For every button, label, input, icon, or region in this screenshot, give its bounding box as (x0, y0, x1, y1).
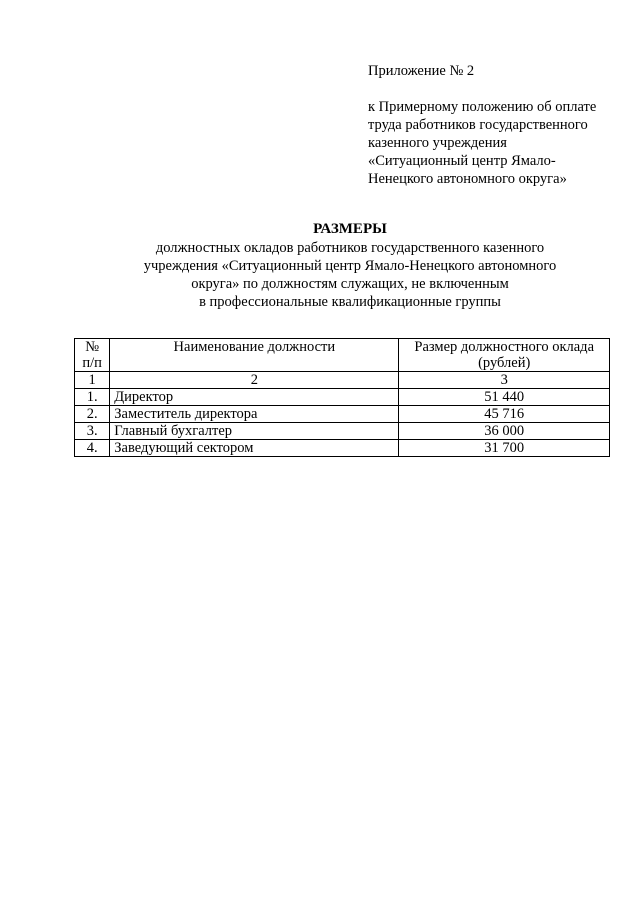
appendix-block (368, 62, 628, 188)
row-position: Заместитель директора (110, 406, 399, 423)
appendix-number: Приложение № 2 (368, 63, 475, 79)
table-header-row (75, 339, 610, 372)
row-position: Главный бухгалтер (110, 423, 399, 440)
row-num: 4. (75, 440, 110, 457)
title-line: должностных окладов работников государственного казенного (155, 240, 545, 256)
appendix-line: к Примерному положению об оплате (368, 99, 597, 115)
row-num: 1. (75, 389, 110, 406)
header-salary-line2: (рублей) (478, 355, 531, 371)
table-index-row (75, 372, 610, 389)
header-salary (399, 339, 610, 372)
index-cell: 3 (399, 372, 610, 389)
header-num-line1: № (85, 339, 100, 355)
index-cell: 1 (75, 372, 110, 389)
title-line: округа» по должностям служащих, не включенным (191, 276, 509, 292)
row-position: Заведующий сектором (110, 440, 399, 457)
header-salary-line1: Размер должностного оклада (414, 339, 594, 355)
appendix-line: труда работников государственного (368, 117, 588, 133)
table-row (75, 440, 610, 457)
table-row (75, 406, 610, 423)
header-num (75, 339, 110, 372)
row-salary: 36 000 (399, 423, 610, 440)
table-row (75, 389, 610, 406)
appendix-line: Ненецкого автономного округа» (368, 171, 567, 187)
title-heading: РАЗМЕРЫ (313, 221, 387, 237)
document-title (100, 220, 600, 311)
table-row (75, 423, 610, 440)
title-line: учреждения «Ситуационный центр Ямало-Ненецкого автономного (143, 258, 557, 274)
row-position: Директор (110, 389, 399, 406)
header-num-line2: п/п (82, 355, 102, 371)
row-salary: 45 716 (399, 406, 610, 423)
row-salary: 51 440 (399, 389, 610, 406)
salary-table (74, 338, 610, 457)
index-cell: 2 (110, 372, 399, 389)
appendix-line: казенного учреждения (368, 135, 507, 151)
title-line: в профессиональные квалификационные группы (199, 294, 501, 310)
row-num: 2. (75, 406, 110, 423)
appendix-line: «Ситуационный центр Ямало- (368, 153, 556, 169)
header-position: Наименование должности (110, 339, 399, 372)
row-num: 3. (75, 423, 110, 440)
row-salary: 31 700 (399, 440, 610, 457)
